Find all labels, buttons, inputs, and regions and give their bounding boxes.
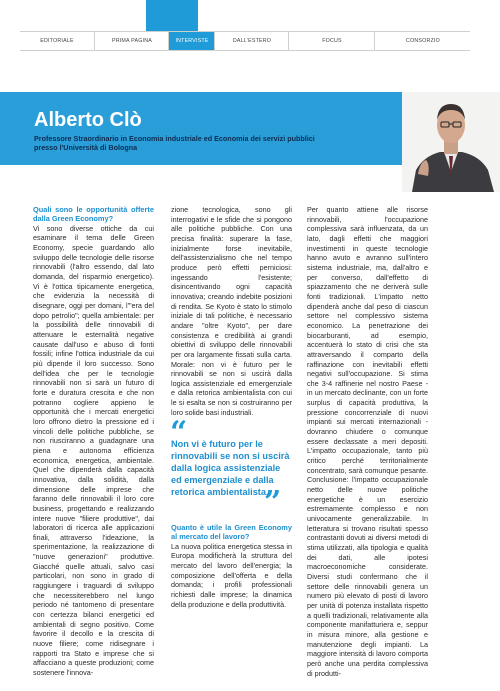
article-column-3 <box>307 205 428 678</box>
nav-item-interviste[interactable]: INTERVISTE <box>168 32 215 50</box>
close-quote-icon: ” <box>264 485 282 520</box>
question-heading: Quanto è utile la Green Economy al mercato del lavoro? <box>171 523 292 542</box>
nav-item-editoriale[interactable]: EDITORIALE <box>40 38 74 44</box>
portrait-photo <box>402 92 500 192</box>
article-paragraph: Per quanto attiene alle risorse rinnovabili, l'occupazione complessiva sarà influenzata, da un lato, dagli effetti che maggiori investimenti in queste tecnologie hanno avuto e avranno sull'intero sistema industriale, ma, dall'altro e per converso, dall'effetto di spiazzamento che ne deriverà sulle fonti tradizionali. L'impatto netto dipenderà anche dal peso di ciascun settore nel complessivo sistema economico. La penetrazione dei biocarburanti, ad esempio, accentuerà lo stato di crisi che sta attraversando il comparto della raffinazione con inevitabili effetti negativi sull'occupazione. Si stima che 3-4 raffinerie nel nostro Paese - in un mercato declinante, con un forte surplus di capacità produttiva, la pressione concorrenziale di nuovi impianti sui mercati internazionali - dovranno chiudere o comunque essere declassate a meri depositi. L'impatto occupazionale, tanto più critico perché territorialmente concentrato, sarà comunque pesante. Conclusione: l'impatto occupazionale netto delle nuove politiche energetiche è un esercizio estremamente complesso e non univocamente generalizzabile. In letteratura si trovano risultati spesso contrastanti dovuti ai diversi metodi di stima utilizzati, alla tipologia e qualità dei dati, alle ipotesi macroeconomiche considerate. Diversi studi confermano che il settore delle rinnovabili genera un numero più elevato di posti di lavoro per unità di potenza installata rispetto a quelli tradizionali, relativamente alla componente manifatturiera e, seppur in misura minore, alla gestione e manutenzione degli impianti. La maggiore intensità di lavoro comporta però anche una perdita complessiva di produtti- <box>307 205 428 678</box>
interviewee-role: Professore Straordinario in Economia industriale ed Economia dei servizi pubblici presso l'Università di Bologna <box>34 134 315 153</box>
article-paragraph: La nuova politica energetica stessa in Europa modificherà la struttura del mercato del lavoro dell'energia; la composizione dell'offerta e della domanda; i profili professionali richiesti dalle imprese; la dinamica della produzione e della produttività. <box>171 541 292 609</box>
nav-item-dall-estero[interactable]: DALL'ESTERO <box>214 32 289 50</box>
nav-item-focus[interactable]: FOCUS <box>288 32 375 50</box>
active-tab-marker <box>146 0 198 32</box>
question-heading: Quali sono le opportunità offerte dalla Green Economy? <box>33 205 154 224</box>
article-column-2 <box>171 205 292 417</box>
nav-item-prima-pagina[interactable]: PRIMA PAGINA <box>94 32 169 50</box>
article-paragraph: zione tecnologica, sono gli interrogativi e le sfide che si pongono alle politiche pubbliche. Con una precisa finalità: superare la fase, inizialmente forse inevitabile, dell'assistenzialismo che nel tempo produce però effetti perniciosi: ingessando l'esistente; disincentivando ogni capacità innovativa; creando indebite posizioni di rendita. Se Kyoto è stato lo stimolo iniziale di tali politiche, è necessario andare "oltre Kyoto", per dare consistenza e credibilità ai grandi obiettivi di sviluppo delle rinnovabili per ora largamente fissati sulla carta. Morale: non vi è futuro per le rinnovabili se non si uscirà dalla logica assistenziale ed emergenziale e dalla retorica ambientalista con cui le si esalta se non si costruiranno per loro solide basi industriali. <box>171 205 292 417</box>
open-quote-icon: “ <box>170 415 188 450</box>
article-column-2-lower <box>171 523 292 609</box>
nav-item-consorzio[interactable]: CONSORZIO <box>374 32 471 50</box>
pull-quote: Non vi è futuro per le rinnovabili se non si uscirà dalla logica assistenziale ed emergenziale e dalla retorica ambientalista. <box>171 439 290 497</box>
article-column-1 <box>33 205 154 678</box>
article-paragraph: Vi sono diverse ottiche da cui esaminare il tema delle Green Economy, specie guardando allo sviluppo delle tecnologie delle risorse rinnovabili (l'altro essendo, dal lato domanda, del risparmio energetico). Vi è l'ottica tipicamente energetica, che evidenzia la necessità di disegnare, oggi per domani, l'"era del dopo petrolio"; quella ambientale: per la possibilità delle rinnovabili di attenuare le esternalità negative causate dall'uso e abuso di fonti fossili; infine l'ottica industriale da cui più dipende il loro successo. Sono dell'idea che per le tecnologie rinnovabili non si sarà un futuro di forte e duratura crescita e che non potranno cogliere appieno le opportunità che i mercati energetici loro offrono dietro la pressione ed i vincoli delle politiche pubbliche, se non riusciranno a guadagnare una piena e autonoma efficienza economica, energetica, ambientale. Quel che dipenderà dalla capacità innovativa, dalla solidità, dalla dimensione delle imprese che faranno delle rinnovabili il loro core business, progettando e realizzando intere nuove "filiere produttive", dai laboratori di ricerca alle applicazioni finali, attraverso l'ideazione, la sperimentazione, la realizzazione di "nuove generazioni" produttive. Giacché quelle attuali, salvo casi particolari, non sono in grado di raggiungere i traguardi di sviluppo che necessiterebbero nel lungo periodo né tantomeno di presentare con certezza bilanci energetici ed ambientali di segno positivo. Come favorire il decollo e la crescita di nuove filiere; come ridisegnare i rapporti tra Stato e imprese che si affacciano a queste produzioni; come sostenere l'innova- <box>33 223 154 677</box>
interviewee-name: Alberto Clò <box>34 109 142 131</box>
section-nav <box>20 31 470 51</box>
